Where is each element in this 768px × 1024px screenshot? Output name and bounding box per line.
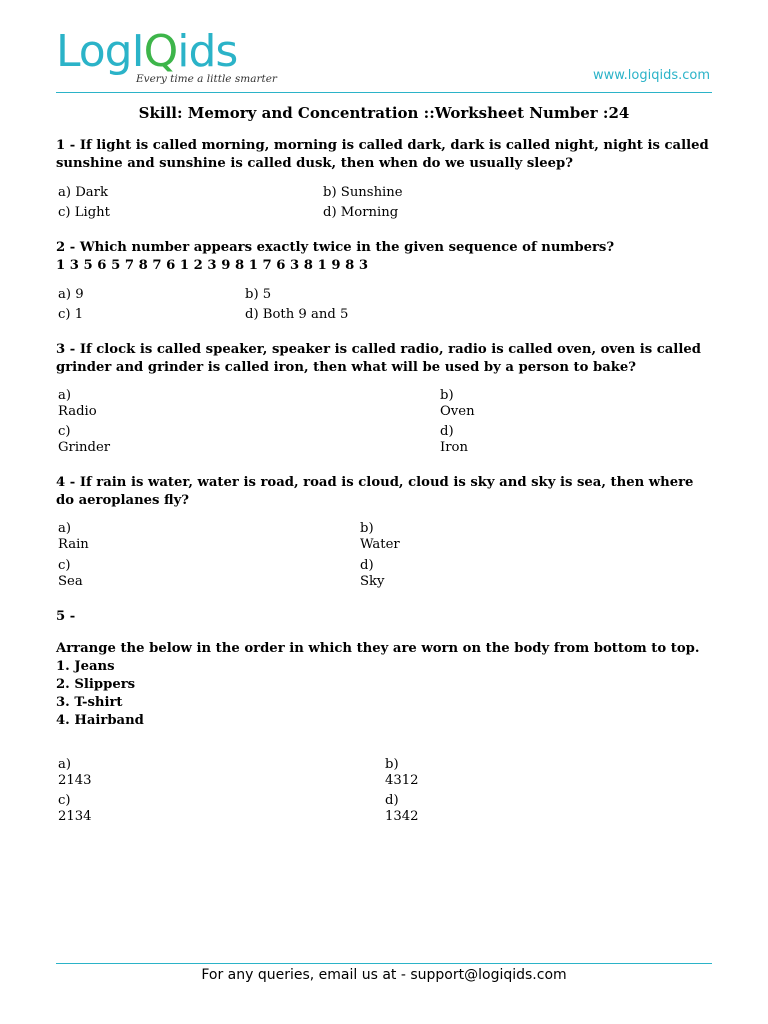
question-5-option-c: c) 2134 (58, 793, 92, 824)
question-5-item-1: 1. Jeans (56, 659, 115, 674)
question-2-option-c: c) 1 (58, 307, 84, 322)
question-1-text: 1 - If light is called morning, morning is called dark, dark is called night, night is called sunshine and sunshine is called dusk, then when do we usually sleep? (56, 138, 709, 171)
footer-contact: For any queries, email us at - support@logiqids.com (201, 967, 567, 983)
footer-divider (56, 963, 712, 964)
question-2-option-b: b) 5 (245, 287, 272, 302)
question-2-prompt: 2 - Which number appears exactly twice in the given sequence of numbers? (56, 240, 615, 255)
question-5-option-a: a) 2143 (58, 757, 92, 788)
question-3-option-c: c) Grinder (58, 424, 111, 455)
question-3-option-d: d) Iron (440, 424, 468, 455)
question-4-option-b: b) Water (360, 521, 400, 552)
header-divider (56, 92, 712, 93)
question-2-option-a: a) 9 (58, 287, 84, 302)
question-4-text: 4 - If rain is water, water is road, road is cloud, cloud is sky and sky is sea, then where do aeroplanes fly? (56, 475, 694, 508)
question-4-option-a: a) Rain (58, 521, 89, 552)
question-5-text (56, 640, 716, 730)
question-2-text (56, 239, 716, 275)
question-5-prompt: Arrange the below in the order in which they are worn on the body from bottom to top. (56, 641, 700, 656)
question-1-option-c: c) Light (58, 205, 110, 220)
question-3-option-a: a) Radio (58, 388, 97, 419)
question-1-option-a: a) Dark (58, 185, 108, 200)
question-3-option-b: b) Oven (440, 388, 475, 419)
question-4-option-d: d) Sky (360, 558, 385, 589)
question-5-item-2: 2. Slippers (56, 677, 136, 692)
logo-tagline: Every time a little smarter (136, 73, 277, 85)
question-4-option-c: c) Sea (58, 558, 83, 589)
question-5-item-4: 4. Hairband (56, 713, 144, 728)
worksheet-title: Skill: Memory and Concentration ::Worksheet Number :24 (138, 104, 630, 122)
logo-wordmark: LogIQids (56, 26, 238, 77)
website-link[interactable]: www.logiqids.com (592, 68, 710, 83)
question-1-option-b: b) Sunshine (323, 185, 403, 200)
question-5-item-3: 3. T-shirt (56, 695, 123, 710)
question-5-number: 5 - (56, 609, 76, 624)
logo (56, 26, 277, 85)
question-2-sequence: 1 3 5 6 5 7 8 7 6 1 2 3 9 8 1 7 6 3 8 1 9 8 3 (56, 258, 369, 273)
question-5-option-b: b) 4312 (385, 757, 419, 788)
question-5-option-d: d) 1342 (385, 793, 419, 824)
question-2-option-d: d) Both 9 and 5 (245, 307, 349, 322)
question-3-text: 3 - If clock is called speaker, speaker is called radio, radio is called oven, oven is called grinder and grinder is called iron, then what will be used by a person to bake? (56, 342, 701, 375)
question-1-option-d: d) Morning (323, 205, 399, 220)
